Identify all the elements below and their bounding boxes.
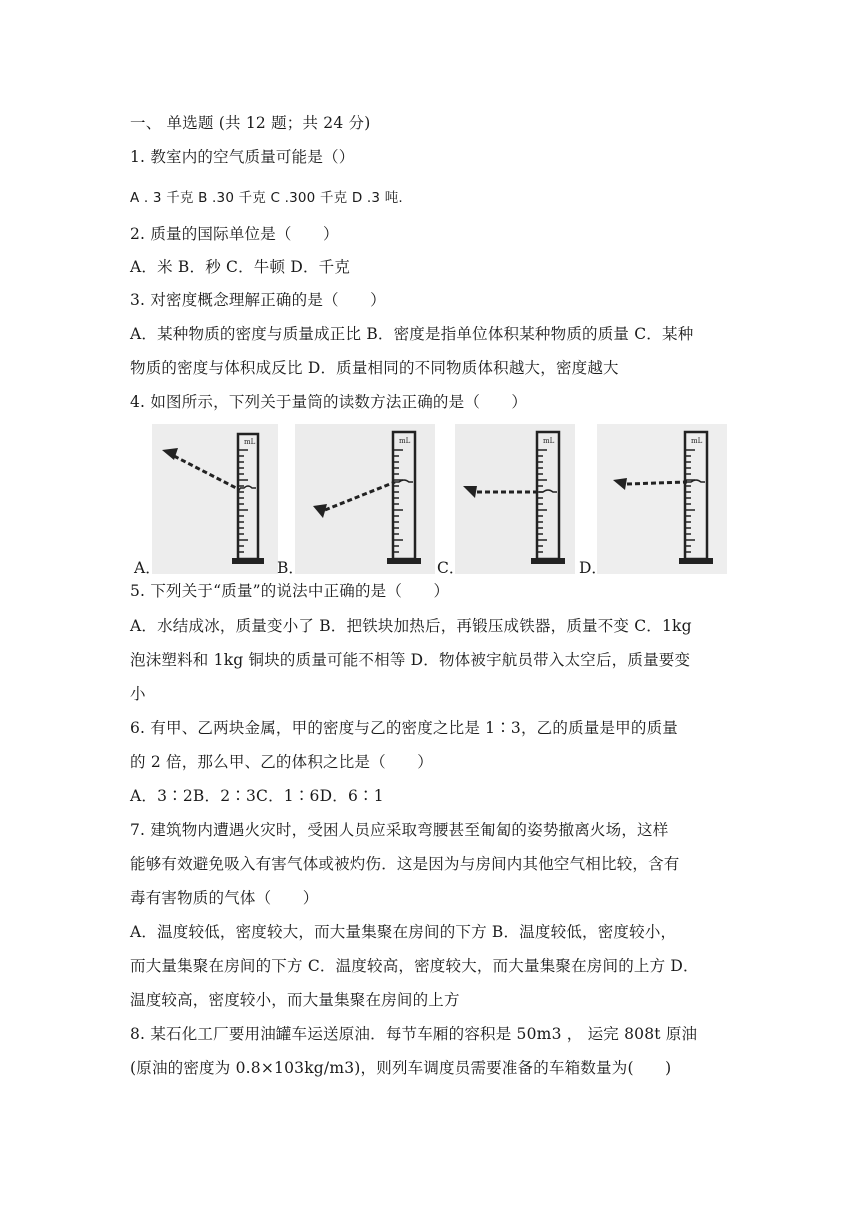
question-5-options-line1: A．水结成冰，质量变小了 B．把铁块加热后，再锻压成铁器，质量不变 C．1kg — [130, 617, 692, 635]
question-8-stem-line1: 8. 某石化工厂要用油罐车运送原油．每节车厢的容积是 50m3 ， 运完 808t 原油 — [130, 1025, 698, 1043]
question-7-stem-line1: 7. 建筑物内遭遇火灾时，受困人员应采取弯腰甚至匍匐的姿势撤离火场，这样 — [130, 821, 669, 839]
question-2-options: A．米 B．秒 C．牛顿 D．千克 — [130, 258, 351, 276]
question-3-options-line2: 物质的密度与体积成反比 D．质量相同的不同物质体积越大，密度越大 — [130, 359, 619, 377]
question-7-options-line1: A．温度较低，密度较大，而大量集聚在房间的下方 B．温度较低，密度较小， — [130, 923, 677, 941]
question-3-stem: 3. 对密度概念理解正确的是（ ） — [130, 291, 386, 309]
cylinder-unit-label: mL — [399, 437, 411, 445]
question-6-stem-line2: 的 2 倍，那么甲、乙的体积之比是（ ） — [130, 753, 433, 771]
figure-d-cylinder — [597, 424, 727, 574]
question-3-options-line1: A．某种物质的密度与质量成正比 B．密度是指单位体积某种物质的质量 C．某种 — [130, 325, 694, 343]
question-6-stem-line1: 6. 有甲、乙两块金属，甲的密度与乙的密度之比是 1∶3，乙的质量是甲的质量 — [130, 719, 678, 737]
question-4-stem: 4. 如图所示，下列关于量筒的读数方法正确的是（ ） — [130, 393, 528, 411]
figure-d-label: D． — [579, 559, 607, 577]
figure-c-label: C． — [437, 559, 465, 577]
question-6-options: A．3∶2B．2∶3C．1∶6D．6∶1 — [130, 787, 384, 805]
question-5-options-line3: 小 — [130, 685, 146, 703]
cylinder-unit-label: mL — [691, 437, 703, 445]
section-title: 一、 单选题 (共 12 题；共 24 分) — [130, 114, 371, 132]
question-5-options-line2: 泡沫塑料和 1kg 铜块的质量可能不相等 D．物体被宇航员带入太空后，质量要变 — [130, 651, 691, 669]
question-2-stem: 2. 质量的国际单位是（ ） — [130, 225, 339, 243]
figure-a-cylinder — [152, 424, 278, 574]
question-1-stem: 1. 教室内的空气质量可能是（） — [130, 148, 355, 166]
question-1-options: A . 3 千克 B .30 千克 C .300 千克 D .3 吨. — [130, 190, 403, 206]
question-7-stem-line3: 毒有害物质的气体（ ） — [130, 889, 319, 907]
figure-b-cylinder — [295, 424, 435, 574]
question-5-stem: 5. 下列关于“质量”的说法中正确的是（ ） — [130, 582, 450, 600]
question-7-options-line2: 而大量集聚在房间的下方 C．温度较高，密度较大，而大量集聚在房间的上方 D． — [130, 957, 699, 975]
question-8-stem-line2: (原油的密度为 0.8×103kg/m3)，则列车调度员需要准备的车箱数量为( ) — [130, 1059, 672, 1077]
cylinder-unit-label: mL — [244, 438, 256, 446]
question-7-options-line3: 温度较高，密度较小，而大量集聚在房间的上方 — [130, 991, 460, 1009]
question-7-stem-line2: 能够有效避免吸入有害气体或被灼伤．这是因为与房间内其他空气相比较，含有 — [130, 855, 680, 873]
figure-b-label: B． — [277, 559, 304, 577]
figure-c-cylinder — [455, 424, 575, 574]
figure-a-label: A． — [134, 559, 161, 577]
cylinder-unit-label: mL — [543, 437, 555, 445]
